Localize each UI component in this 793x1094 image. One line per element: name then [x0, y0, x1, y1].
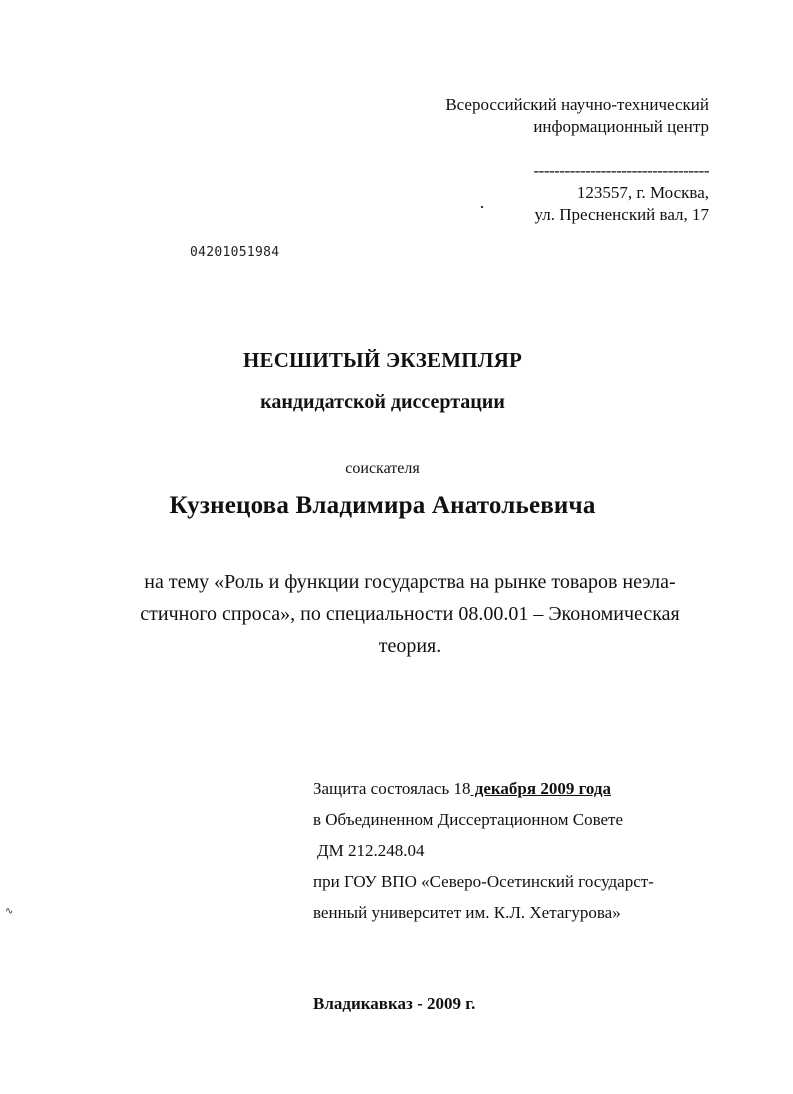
document-title: НЕСШИТЫЙ ЭКЗЕМПЛЯР — [242, 348, 523, 372]
defense-org-line1: при ГОУ ВПО «Северо-Осетинский государст- — [313, 872, 654, 891]
topic-line2: стичного спроса», по специальности 08.00.01 – Экономическая — [140, 603, 680, 625]
address-separator: ---------------------------------- — [533, 161, 709, 180]
defense-council-code: ДМ 212.248.04 — [317, 841, 425, 860]
recipient-postal-line: 123557, г. Москва, — [576, 183, 709, 202]
author-name: Кузнецова Владимира Анатольевича — [169, 492, 596, 519]
defense-date-line — [313, 773, 654, 804]
stamp-number: 04201051984 — [190, 245, 280, 260]
dissertation-topic — [110, 566, 710, 662]
applicant-label: соискателя — [345, 460, 420, 477]
recipient-address — [535, 182, 710, 226]
topic-line1: на тему «Роль и функции государства на рынке товаров неэла- — [144, 571, 676, 593]
defense-date-prefix: Защита состоялась 18 — [313, 779, 471, 798]
recipient-org-line1: Всероссийский научно-технический — [445, 95, 709, 114]
topic-line3: теория. — [378, 635, 442, 657]
recipient-organization — [445, 94, 709, 138]
margin-mark: ∿ — [5, 906, 14, 917]
defense-info — [313, 773, 654, 928]
city-year: Владикавказ - 2009 г. — [313, 994, 476, 1013]
document-subtitle: кандидатской диссертации — [260, 391, 505, 413]
recipient-street-line: ул. Пресненский вал, 17 — [534, 205, 709, 224]
scan-dot — [481, 206, 483, 208]
recipient-org-line2: информационный центр — [533, 117, 709, 136]
defense-org-line2: венный университет им. К.Л. Хетагурова» — [313, 903, 621, 922]
defense-date: декабря 2009 года — [470, 779, 611, 798]
defense-council: в Объединенном Диссертационном Совете — [313, 810, 624, 829]
